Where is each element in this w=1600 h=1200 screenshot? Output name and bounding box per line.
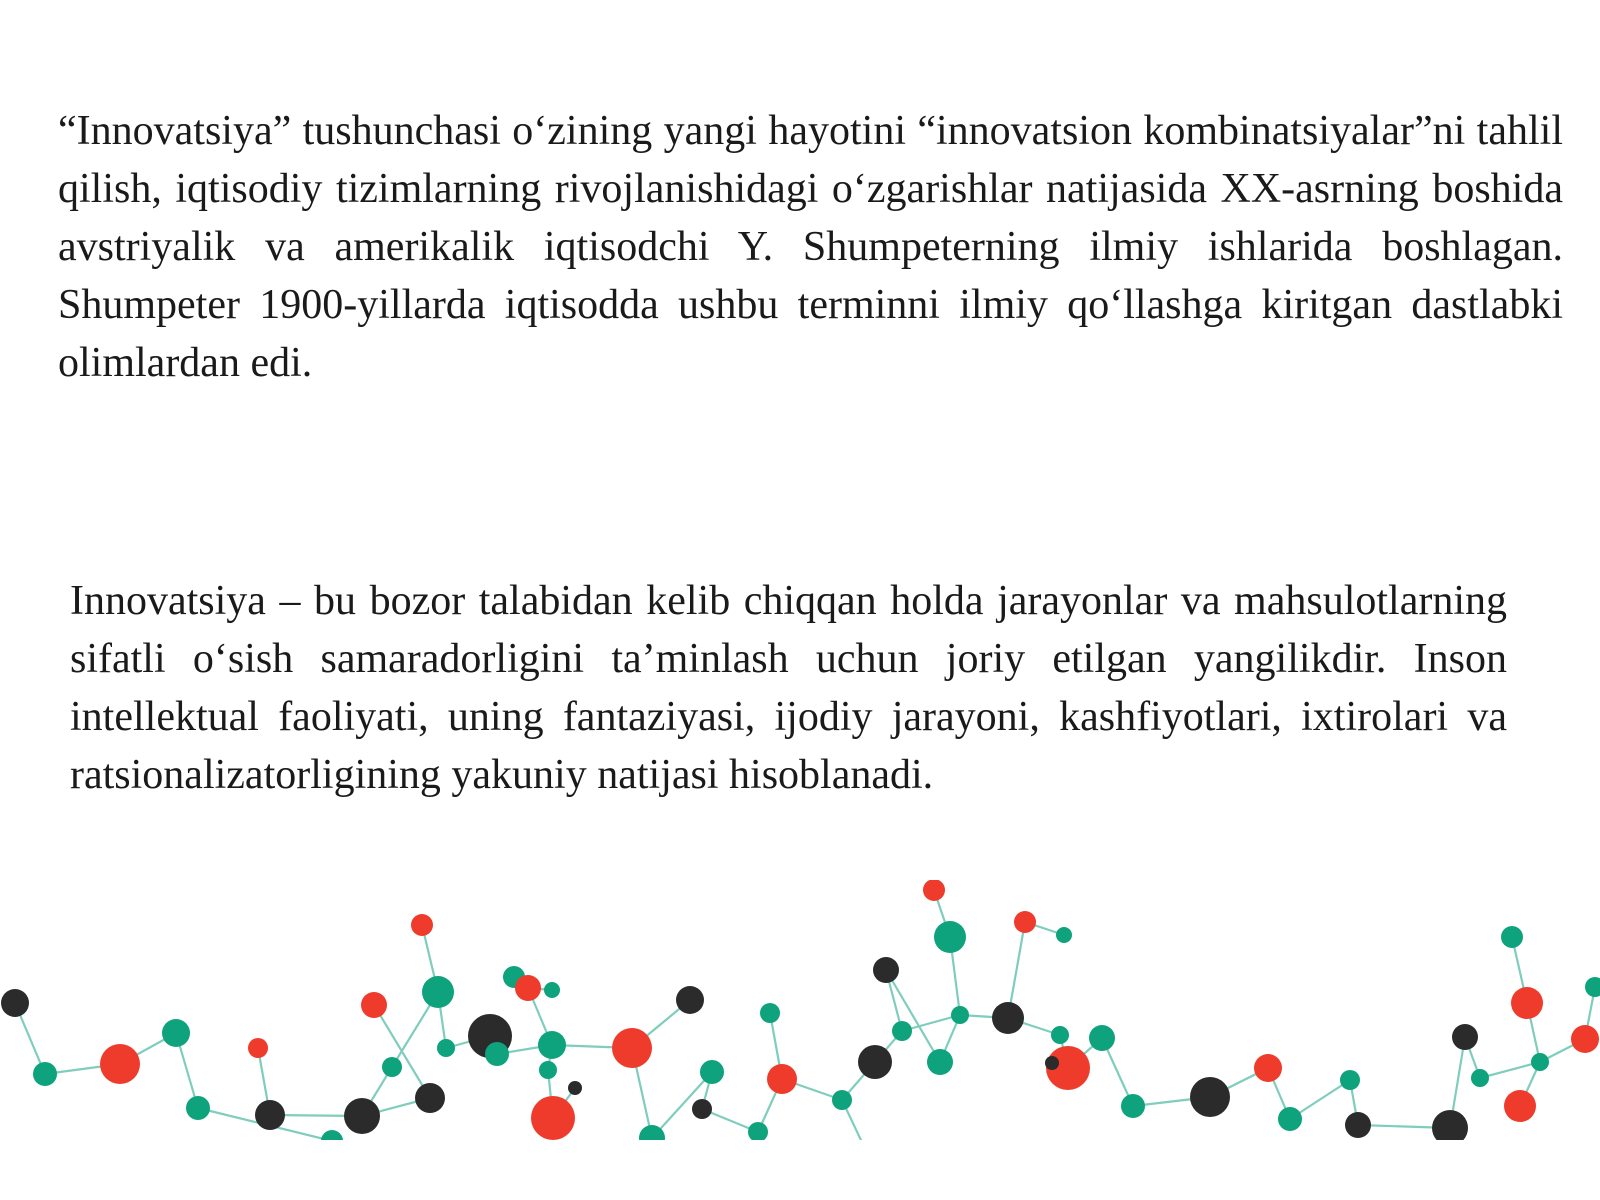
- molecule-atom: [1531, 1053, 1549, 1071]
- molecule-atom: [1452, 1024, 1478, 1050]
- paragraph-innovation-origin: “Innovatsiya” tushunchasi o‘zining yangi hayotini “innovatsion kombinatsiyalar”ni tahlil qilish, iqtisodiy tizimlarning rivojlanishidagi o‘zgarishlar natijasida XX-asrning boshida avstriyalik va amerikalik iqtisodchi Y. Shumpeterning ilmiy ishlarida boshlagan. Shumpeter 1900-yillarda iqtisodda ushbu terminni ilmiy qo‘llashga kiritgan dastlabki olimlardan edi.: [58, 108, 1563, 386]
- molecule-atom: [748, 1122, 768, 1140]
- molecule-atom: [1045, 1056, 1059, 1070]
- molecule-atom: [760, 1003, 780, 1023]
- molecule-atom: [700, 1060, 724, 1084]
- molecule-atom: [100, 1044, 140, 1084]
- molecule-atom: [361, 992, 387, 1018]
- molecule-atom: [1471, 1069, 1489, 1087]
- molecule-bond: [1480, 1062, 1540, 1078]
- molecule-atom: [1190, 1077, 1230, 1117]
- molecule-atom: [539, 1061, 557, 1079]
- molecule-atom: [1585, 977, 1600, 997]
- molecule-atom: [1014, 911, 1036, 933]
- molecule-atom: [992, 1002, 1024, 1034]
- molecule-atom: [1345, 1112, 1371, 1138]
- molecule-atom: [1278, 1107, 1302, 1131]
- molecule-atom: [873, 957, 899, 983]
- molecule-atom: [892, 1021, 912, 1041]
- molecule-atom: [344, 1098, 380, 1134]
- molecule-atom: [255, 1100, 285, 1130]
- molecule-atom: [321, 1130, 343, 1140]
- molecule-atom: [422, 976, 454, 1008]
- molecule-atom: [858, 1045, 892, 1079]
- paragraph-innovation-definition: Innovatsiya – bu bozor talabidan kelib chiqqan holda jarayonlar va mahsulotlarning sifatli o‘sish samaradorligini ta’minlash uchun joriy etilgan yangilikdir. Inson intellektual faoliyati, uning fantaziyasi, ijodiy jarayoni, kashfiyotlari, ixtirolari va ratsionalizatorligining yakuniy natijasi hisoblanadi.: [70, 578, 1507, 798]
- molecule-atom: [1089, 1025, 1115, 1051]
- molecule-atom: [1056, 927, 1072, 943]
- molecule-atom: [612, 1028, 652, 1068]
- molecule-atom: [515, 975, 541, 1001]
- molecule-atom: [1, 989, 29, 1017]
- molecule-atom: [186, 1096, 210, 1120]
- molecule-bond: [886, 970, 940, 1062]
- molecule-atom: [1254, 1054, 1282, 1082]
- molecule-atom: [951, 1006, 969, 1024]
- molecule-atom: [1504, 1090, 1536, 1122]
- molecule-atom: [437, 1039, 455, 1057]
- molecule-atom: [934, 921, 966, 953]
- molecule-atom: [692, 1099, 712, 1119]
- molecule-atom: [485, 1042, 509, 1066]
- molecule-atom: [33, 1062, 57, 1086]
- molecule-atom: [411, 914, 433, 936]
- molecule-atom: [568, 1081, 582, 1095]
- molecule-atom: [382, 1057, 402, 1077]
- molecule-atom: [1501, 926, 1523, 948]
- molecule-network-illustration: [0, 880, 1600, 1140]
- molecule-atom: [923, 880, 945, 901]
- molecule-atom: [1051, 1026, 1069, 1044]
- molecule-atom: [531, 1096, 575, 1140]
- molecule-atom: [927, 1049, 953, 1075]
- molecule-atom: [676, 986, 704, 1014]
- molecule-atom: [1511, 987, 1543, 1019]
- molecule-atom: [1340, 1070, 1360, 1090]
- molecule-atom: [1121, 1094, 1145, 1118]
- molecule-atom: [1571, 1025, 1599, 1053]
- molecule-atom: [1432, 1110, 1468, 1140]
- molecule-atom: [767, 1064, 797, 1094]
- molecule-atom: [832, 1090, 852, 1110]
- molecule-atom: [538, 1031, 566, 1059]
- molecule-atom: [415, 1083, 445, 1113]
- molecule-atom: [248, 1038, 268, 1058]
- molecule-atom: [162, 1019, 190, 1047]
- molecule-atom: [544, 982, 560, 998]
